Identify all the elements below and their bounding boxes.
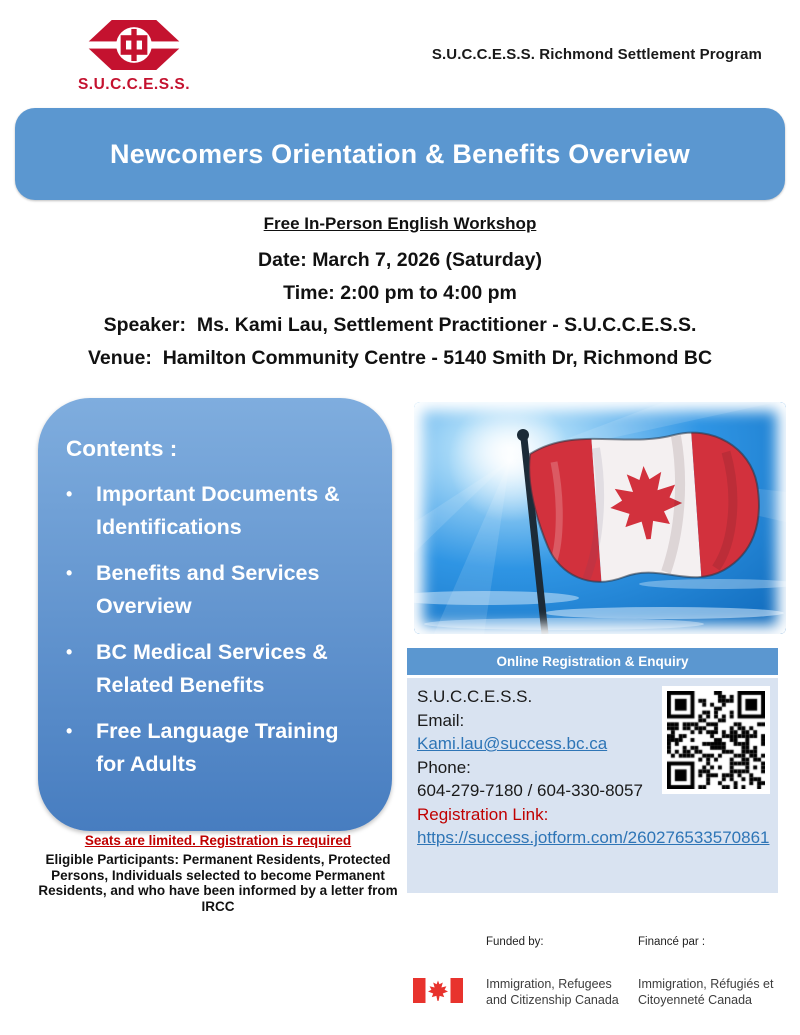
registration-link-label: Registration Link: (417, 804, 549, 824)
registration-header: Online Registration & Enquiry (407, 648, 778, 675)
funded-by-label-fr: Financé par : (638, 936, 706, 948)
workshop-speaker: Speaker: Ms. Kami Lau, Settlement Practitioner - S.U.C.C.E.S.S. (103, 314, 697, 336)
phone-numbers: 604-279-7180 / 604-330-8057 (417, 781, 643, 800)
footer-org-en: Immigration, Refugees and Citizenship Canada (486, 977, 619, 1007)
list-item (66, 636, 372, 702)
list-item (66, 557, 372, 623)
eligible-participants: Eligible Participants: Permanent Residents, Protected Persons, Individuals selected to become Permanent Residents, and who have been informed by a letter from IRCC (38, 852, 398, 914)
workshop-time: Time: 2:00 pm to 4:00 pm (283, 281, 517, 304)
bullet-icon: • (66, 484, 73, 504)
email-link[interactable]: Kami.lau@success.bc.ca (417, 734, 608, 753)
bullet-icon: • (66, 563, 73, 583)
page-title: Newcomers Orientation & Benefits Overview (110, 138, 690, 169)
list-item-label: Important Documents & Identifications (96, 482, 340, 539)
logo-wordmark: S.U.C.C.E.S.S. (77, 76, 191, 93)
list-item-label: BC Medical Services & Related Benefits (96, 640, 328, 697)
contents-heading: Contents : (66, 436, 178, 461)
contents-panel (38, 398, 392, 831)
phone-label: Phone: (417, 757, 471, 777)
list-item-label: Free Language Training for Adults (96, 719, 339, 776)
workshop-venue: Venue: Hamilton Community Centre - 5140 Smith Dr, Richmond BC (87, 346, 713, 369)
success-emblem-icon (85, 16, 183, 74)
list-item (66, 478, 372, 544)
registration-org: S.U.C.C.E.S.S. (417, 687, 533, 706)
qr-code (662, 686, 770, 794)
title-banner (15, 108, 785, 200)
bullet-icon: • (66, 642, 73, 662)
workshop-details (0, 214, 800, 374)
workshop-type: Free In-Person English Workshop (263, 214, 537, 233)
canada-flag-icon (413, 978, 463, 1003)
footer-org-fr: Immigration, Réfugiés et Citoyenneté Canada (638, 977, 774, 1007)
bullet-icon: • (66, 721, 73, 741)
success-logo (76, 16, 192, 94)
email-label: Email: (417, 710, 465, 730)
program-title: S.U.C.C.E.S.S. Richmond Settlement Program (431, 46, 762, 63)
registration-link[interactable]: https://success.jotform.com/260276533570861 (417, 828, 770, 847)
canada-flag-photo (414, 402, 786, 634)
seats-limited-notice: Seats are limited. Registration is required (84, 833, 352, 848)
registration-body (407, 678, 778, 893)
list-item-label: Benefits and Services Overview (96, 561, 320, 618)
workshop-date: Date: March 7, 2026 (Saturday) (258, 249, 542, 271)
registration-panel (407, 648, 778, 893)
eligibility-note (26, 833, 410, 914)
list-item (66, 715, 372, 781)
funded-by-label-en: Funded by: (486, 936, 544, 948)
